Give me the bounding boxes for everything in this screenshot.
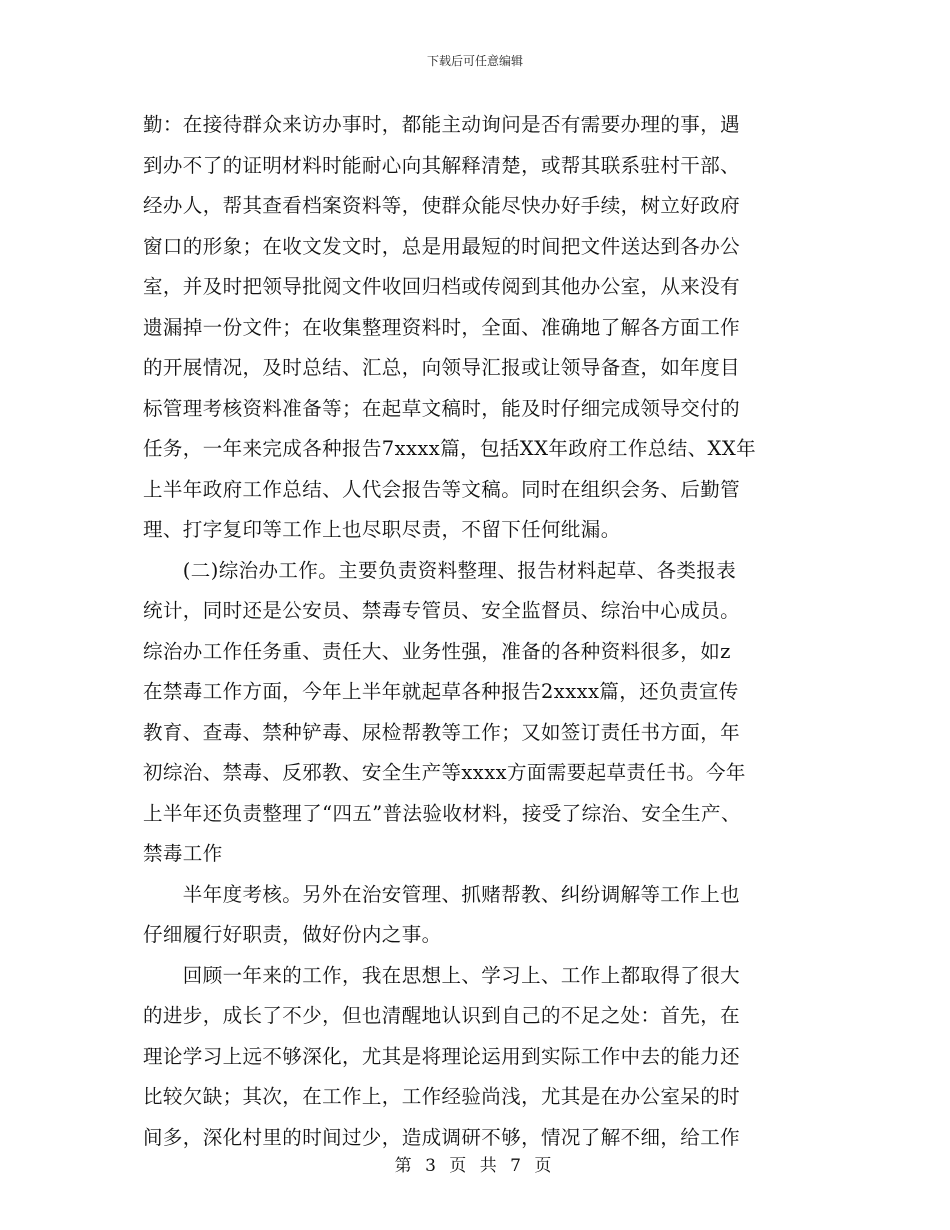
text-line: 室，并及时把领导批阅文件收回归档或传阅到其他办公室，从来没有 [143, 275, 741, 298]
text-line: 比较欠缺；其次，在工作上，工作经验尚浅，尤其是在办公室呆的时 [143, 1085, 741, 1108]
text-line: 到办不了的证明材料时能耐心向其解释清楚，或帮其联系驻村干部、 [143, 153, 741, 177]
text-line: 理论学习上远不够深化，尤其是将理论运用到实际工作中去的能力还 [143, 1044, 741, 1068]
text-line: 的开展情况，及时总结、汇总，向领导汇报或让领导备查，如年度目 [143, 356, 741, 379]
text-line: 勤：在接待群众来访办事时，都能主动询问是否有需要办理的事，遇 [143, 113, 741, 136]
text-line: (二)综治办工作。主要负责资料整理、报告材料起草、各类报表 [143, 558, 737, 582]
text-line: 回顾一年来的工作，我在思想上、学习上、工作上都取得了很大 [143, 963, 741, 987]
text-line: 统计，同时还是公安员、禁毒专管员、安全监督员、综治中心成员。 [143, 599, 741, 622]
text-line: 教育、查毒、禁种铲毒、尿检帮教等工作；又如签订责任书方面，年 [143, 720, 741, 744]
text-line: 初综治、禁毒、反邪教、安全生产等xxxx方面需要起草责任书。今年 [143, 761, 746, 784]
text-line: 理、打字复印等工作上也尽职尽责，不留下任何纰漏。 [143, 518, 621, 541]
text-line: 上半年政府工作总结、人代会报告等文稿。同时在组织会务、后勤管 [143, 477, 741, 501]
text-line: 间多，深化村里的时间过少，造成调研不够，情况了解不细，给工作 [143, 1125, 741, 1149]
text-line: 任务，一年来完成各种报告7xxxx篇，包括XX年政府工作总结、XX年 [143, 437, 757, 460]
text-line: 半年度考核。另外在治安管理、抓赌帮教、纠纷调解等工作上也 [143, 882, 741, 906]
text-line: 上半年还负责整理了“四五”普法验收材料，接受了综治、安全生产、 [143, 801, 741, 825]
text-line: 仔细履行好职责，做好份内之事。 [143, 923, 442, 946]
text-line: 窗口的形象；在收文发文时，总是用最短的时间把文件送达到各办公 [143, 234, 741, 258]
text-line: 标管理考核资料准备等；在起草文稿时，能及时仔细完成领导交付的 [143, 396, 741, 420]
text-line: 经办人，帮其查看档案资料等，使群众能尽快办好手续，树立好政府 [143, 194, 741, 217]
page-header-note: 下载后可任意编辑 [426, 54, 523, 68]
text-line: 遗漏掉一份文件；在收集整理资料时，全面、准确地了解各方面工作 [143, 315, 741, 339]
text-line: 禁毒工作 [143, 842, 223, 865]
text-line: 的进步，成长了不少，但也清醒地认识到自己的不足之处：首先，在 [143, 1004, 741, 1027]
text-line: 综治办工作任务重、责任大、业务性强，准备的各种资料很多，如z [143, 639, 731, 663]
page-number: 第 3 页 共 7 页 [394, 1156, 556, 1176]
text-line: 在禁毒工作方面，今年上半年就起草各种报告2xxxx篇，还负责宣传 [143, 680, 739, 703]
document-body [143, 105, 810, 1158]
